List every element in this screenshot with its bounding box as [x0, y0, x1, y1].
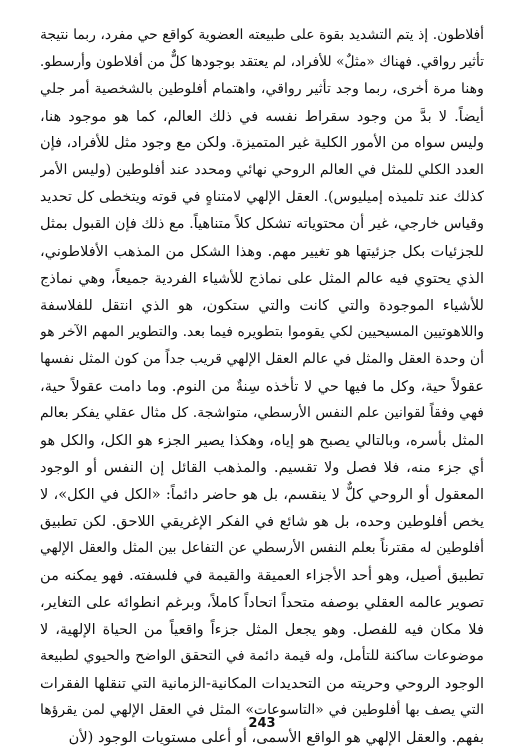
text-line: يخص أفلوطين وحده، بل هو شائع في الفكر الإغريقي اللاحق. لكن تطبيق: [40, 513, 484, 530]
text-line: الذي يحتوي فيه عالم المثل على نماذج للأشياء الفردية جميعاً، وهي نماذج: [40, 270, 484, 287]
text-line: للأشياء الموجودة والتي كانت والتي ستكون، هو الذي انتقل للفلاسفة: [40, 297, 484, 314]
text-line: وهنا مرة أخرى، ربما وجد تأثير رواقي، واهتمام أفلوطين بالشخصية أمر جلي: [40, 81, 484, 97]
text-line: أي جزء منه، فلا فصل ولا تقسيم. والمذهب القائل إن النفس أو الوجود: [40, 459, 484, 476]
text-line: للجزئيات بكل جزئيتها هو تغيير مهم. وهذا الشكل من المذهب الأفلاطوني،: [40, 243, 484, 260]
text-line: تأثير رواقي. فهناك «مثلٌ» للأفراد، لم يعتقد بوجودها كلٌّ من أفلاطون وأرسطو.: [40, 54, 484, 70]
text-line: موضوعات ساكنة للتأمل، وله قيمة دائمة في التحقق الواضح والحيوي لطبيعة: [40, 648, 484, 664]
page-number: 243: [248, 716, 276, 731]
text-line: أيضاً. لا بدَّ من وجود سقراط نفسه في ذلك العالم، كما هو موجود هنا،: [40, 108, 484, 125]
text-line: المعقول أو الروحي كلٌّ لا ينقسم، بل هو حاضر دائماً: «الكل في الكل»، لا: [40, 486, 484, 503]
text-line: المثل بأسره، وبالتالي يصبح هو إياه، وهكذا يصير الجزء هو الكل، والكل هو: [40, 432, 484, 449]
text-line: عقولاً حية، وكل ما فيها حي لا تأخذه سِنةٌ من النوم. وما دامت عقولاً حية،: [40, 378, 484, 395]
text-line: بفهم. والعقل الإلهي هو الواقع الأسمى، أو أعلى مستويات الوجود (لأن: [68, 729, 484, 746]
text-line: التي يصف بها أفلوطين في «التاسوعات» المثل في العقل الإلهي لمن يقرؤها: [40, 702, 484, 718]
text-line: واللاهوتيين المسيحيين لكي يقوموا بتطويره فيما بعد. والتطوير المهم الآخر هو: [40, 324, 484, 340]
text-line: أفلوطين له مقترناً بعلم النفس الأرسطي عن التفاعل بين المثل والعقل الإلهي: [40, 540, 484, 556]
text-line: فلا مكان فيه للفصل. وهو يجعل المثل جزءاً واقعياً من الحياة الإلهية، لا: [40, 621, 484, 638]
text-line: وليس سواه من الأمور الكلية غير المتميزة. ولكن مع وجود مثل للأفراد، فإن: [40, 135, 484, 151]
text-line: أن وحدة العقل والمثل في عالم العقل الإلهي قريب جداً من كون المثل نفسها: [40, 351, 484, 367]
body-text: [40, 22, 484, 751]
text-line: كذلك عند تلميذه إميليوس). العقل الإلهي لامتناهٍ في قوته ويتخطى كل تحديد: [40, 189, 484, 205]
text-line: أفلاطون. إذ يتم التشديد بقوة على طبيعته العضوية كواقع حي مفرد، ربما نتيجة: [40, 27, 484, 43]
text-line: العدد الكلي للمثل في العالم الروحي نهائي ومحدد عند أفلوطين (وليس الأمر: [40, 162, 484, 178]
text-line: تصوير عالمه العقلي بوصفه متحداً اتحاداً كاملاً، وبرغم انطوائه على التغاير،: [40, 594, 484, 611]
text-line: فهي وفقاً لقوانين علم النفس الأرسطي، متواشجة. كل مثال عقلي يفكر بعالم: [40, 405, 484, 421]
text-line: وقياس خارجي، غير أن محتوياته تشكل كلاً متناهياً. مع ذلك فإن القبول بمثل: [40, 216, 484, 232]
text-line: الوجود الروحي وحريته من التحديدات المكانية-الزمانية التي تنقلها الفقرات: [40, 675, 484, 692]
text-line: تطبيق أصيل، وهو أحد الأجزاء العميقة والقيمة في فلسفته. فهو يمكنه من: [40, 567, 484, 584]
